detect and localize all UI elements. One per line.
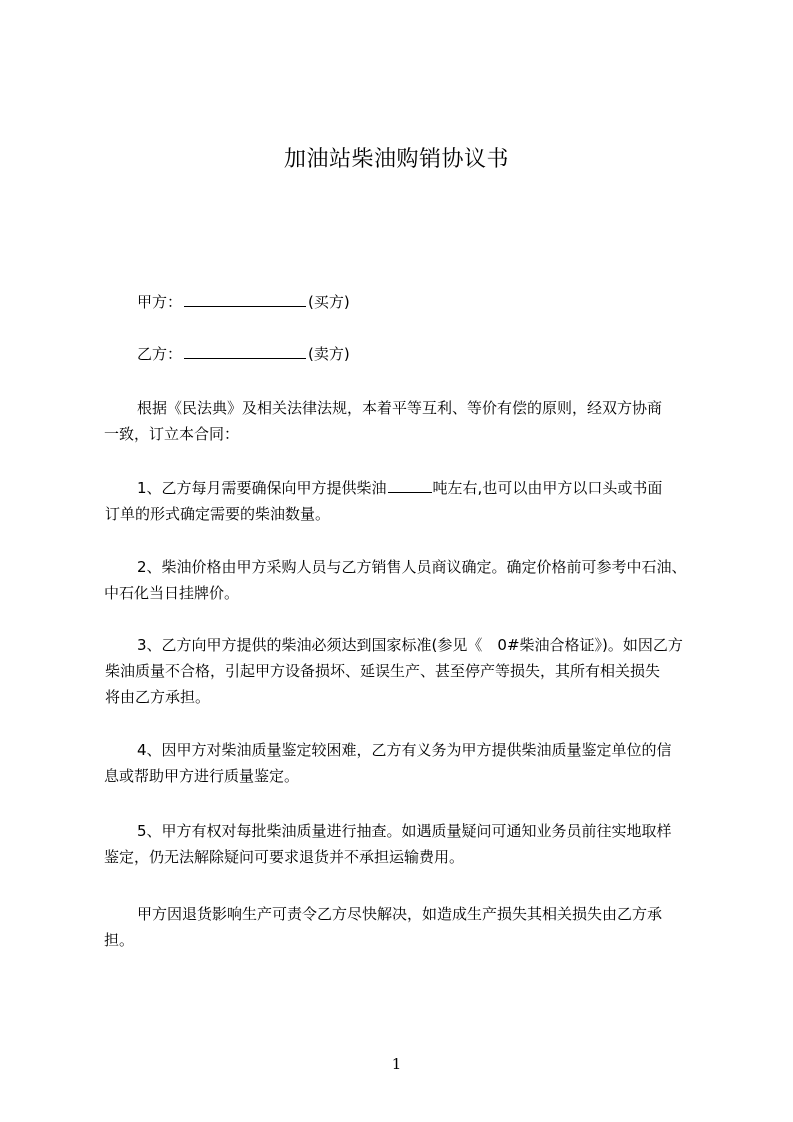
preamble-line-1: 根据《民法典》及相关法律法规，本着平等互利、等价有偿的原则，经双方协商 [137,399,663,417]
clause-6-line-1: 甲方因退货影响生产可责令乙方尽快解决，如造成生产损失其相关损失由乙方承 [137,905,663,923]
clause-1-line-1 [137,478,662,498]
party-b-line [137,344,350,364]
clause-4-line-1: 4、因甲方对柴油质量鉴定较困难，乙方有义务为甲方提供柴油质量鉴定单位的信 [137,741,672,759]
clause-3-line-2: 柴油质量不合格，引起甲方设备损坏、延误生产、甚至停产等损失，其所有相关损失 [105,662,661,680]
party-a-line [137,292,350,312]
clause-1-text-before: 1、乙方每月需要确保向甲方提供柴油 [137,479,387,497]
clause-4-line-2: 息或帮助甲方进行质量鉴定。 [104,767,300,785]
clause-1-text-after: 吨左右,也可以由甲方以口头或书面 [432,479,663,497]
preamble-line-2: 一致，订立本合同： [104,425,240,443]
clause-3-line-1: 3、乙方向甲方提供的柴油必须达到国家标准(参见《 0#柴油合格证》)。如因乙方 [137,636,683,654]
party-b-label: 乙方： [137,345,183,363]
document-title: 加油站柴油购销协议书 [283,147,509,172]
clause-5-line-1: 5、甲方有权对每批柴油质量进行抽查。如遇质量疑问可通知业务员前往实地取样 [137,822,672,840]
clause-3-line-3: 将由乙方承担。 [105,688,211,706]
clause-5-line-2: 鉴定，仍无法解除疑问可要求退货并不承担运输费用。 [104,848,465,866]
party-b-blank [184,344,306,359]
party-a-role: (买方) [308,293,350,311]
clause-1-line-2: 订单的形式确定需要的柴油数量。 [105,505,331,523]
party-a-blank [184,292,306,307]
party-a-label: 甲方： [137,293,183,311]
clause-2-line-2: 中石化当日挂牌价。 [104,584,240,602]
party-b-role: (卖方) [308,345,350,363]
clause-1-blank [388,478,432,493]
clause-6-line-2: 担。 [104,931,135,949]
clause-2-line-1: 2、柴油价格由甲方采购人员与乙方销售人员商议确定。确定价格前可参考中石油、 [137,558,687,576]
page-number: 1 [391,1055,402,1073]
